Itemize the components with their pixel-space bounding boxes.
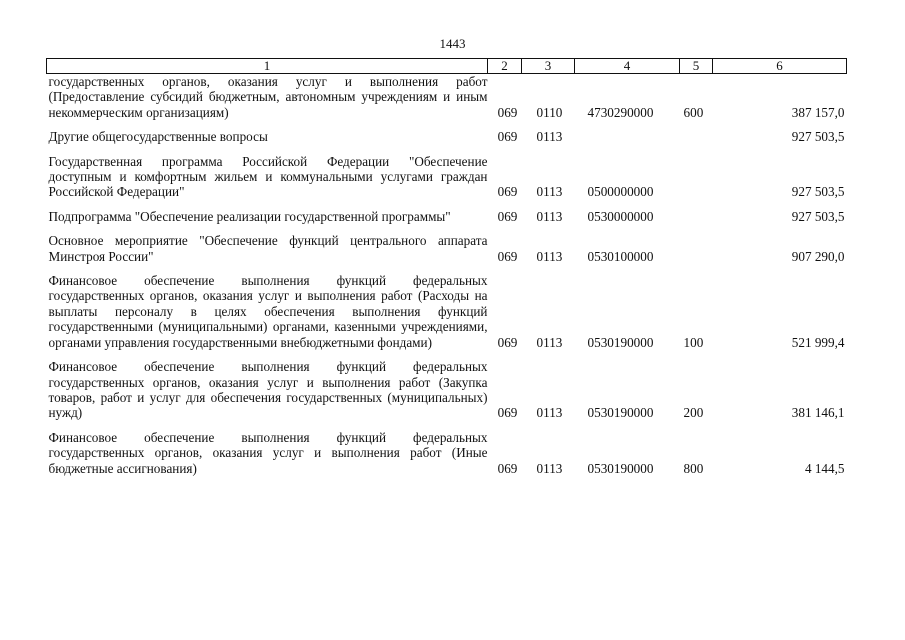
row-vr: 600: [683, 104, 704, 120]
row-description: Финансовое обеспечение выполнения функций федеральных государственных органов, оказания услуг и выполнения работ (Расходы на выплаты персоналу в целях обеспечения выполнения функций государственными (муниципальными) органами, казенными учреждениями, органами управления государственными внебюджетными фондами): [48, 273, 488, 350]
row-rz: 0113: [536, 184, 563, 200]
row-gr: 069: [497, 334, 518, 350]
row-amount: 927 503,5: [791, 129, 845, 145]
column-header-4: 4: [575, 59, 680, 74]
row-rz: 0113: [536, 208, 563, 224]
row-csr: 4730290000: [587, 104, 654, 120]
row-gr: 069: [497, 129, 518, 145]
row-gr: 069: [497, 184, 518, 200]
row-vr: 100: [683, 334, 704, 350]
table-row: [47, 359, 847, 421]
row-amount: 387 157,0: [791, 104, 845, 120]
table-row: [47, 154, 847, 200]
table-row: [47, 430, 847, 476]
row-description: Финансовое обеспечение выполнения функций федеральных государственных органов, оказания услуг и выполнения работ (Закупка товаров, работ и услуг для обеспечения государственных (муниципальных) нужд): [48, 359, 488, 421]
table-row: [47, 233, 847, 264]
row-gr: 069: [497, 208, 518, 224]
table-header: [47, 59, 847, 74]
column-header-6: 6: [713, 59, 847, 74]
row-gr: 069: [497, 460, 518, 476]
row-amount: 927 503,5: [791, 184, 845, 200]
row-description: Другие общегосударственные вопросы: [48, 129, 268, 145]
row-csr: 0500000000: [587, 184, 654, 200]
row-amount: 927 503,5: [791, 208, 845, 224]
row-rz: 0113: [536, 129, 563, 145]
row-description: Государственная программа Российской Федерации "Обеспечение доступным и комфортным жильем и коммунальными услугами граждан Российской Федерации": [48, 153, 488, 200]
row-vr: 200: [683, 405, 704, 421]
column-header-2: 2: [488, 59, 522, 74]
row-rz: 0110: [536, 104, 563, 120]
row-csr: 0530190000: [587, 405, 654, 421]
row-amount: 381 146,1: [791, 405, 845, 421]
row-vr: 800: [683, 460, 704, 476]
row-rz: 0113: [536, 248, 563, 264]
column-header-5: 5: [680, 59, 713, 74]
row-vr: [680, 129, 713, 144]
table-body: [47, 74, 847, 476]
row-amount: 521 999,4: [791, 334, 845, 350]
column-header-3: 3: [522, 59, 575, 74]
row-description: государственных органов, оказания услуг и выполнения работ (Предоставление субсидий бюджетным, автономным учреждениям и иным некоммерческим организациям): [48, 74, 488, 120]
table-row: [47, 209, 847, 224]
row-csr: 0530190000: [587, 460, 654, 476]
budget-table: [46, 58, 847, 476]
row-description: Основное мероприятие "Обеспечение функций центрального аппарата Минстроя России": [48, 233, 488, 264]
row-gr: 069: [497, 104, 518, 120]
row-rz: 0113: [536, 334, 563, 350]
table-row: [47, 129, 847, 144]
row-csr: 0530190000: [587, 334, 654, 350]
row-vr: [680, 154, 713, 200]
row-amount: 907 290,0: [791, 248, 845, 264]
row-vr: [680, 209, 713, 224]
row-gr: 069: [497, 248, 518, 264]
row-vr: [680, 233, 713, 264]
row-description: Финансовое обеспечение выполнения функций федеральных государственных органов, оказания услуг и выполнения работ (Иные бюджетные ассигнования): [48, 429, 488, 476]
page-number: 1443: [439, 36, 466, 51]
row-csr: 0530100000: [587, 248, 654, 264]
row-rz: 0113: [536, 405, 563, 421]
row-gr: 069: [497, 405, 518, 421]
table-row: [47, 273, 847, 350]
row-description: Подпрограмма "Обеспечение реализации государственной программы": [48, 208, 451, 224]
row-csr: 0530000000: [587, 208, 654, 224]
header-row: [47, 59, 847, 74]
table-row: [47, 74, 847, 121]
row-csr: [575, 129, 680, 144]
column-header-1: 1: [47, 59, 488, 74]
row-rz: 0113: [536, 460, 563, 476]
row-amount: 4 144,5: [804, 460, 845, 476]
